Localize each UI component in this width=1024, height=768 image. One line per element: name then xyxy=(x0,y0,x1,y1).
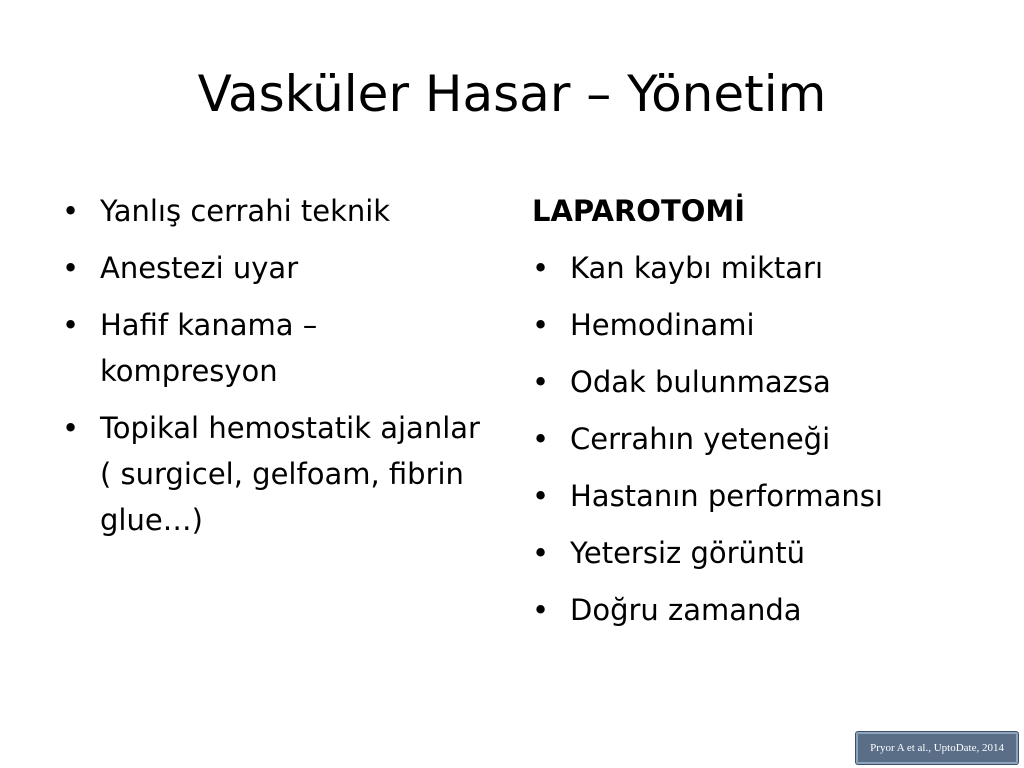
bullet-icon: • xyxy=(62,194,80,228)
citation-box: Pryor A et al., UptoDate, 2014 xyxy=(856,732,1018,764)
column-heading: LAPAROTOMİ xyxy=(532,194,746,228)
bullet-icon: • xyxy=(532,422,550,456)
right-column xyxy=(532,188,972,644)
bullet-icon: • xyxy=(62,251,80,285)
list-item-text: Yetersiz görüntü xyxy=(570,536,806,570)
bullet-icon: • xyxy=(532,251,550,285)
right-bullet-list xyxy=(532,245,972,633)
list-item xyxy=(62,245,482,291)
bullet-icon: • xyxy=(62,411,80,445)
list-item-text: Hastanın performansı xyxy=(570,479,883,513)
list-item xyxy=(532,302,972,348)
bullet-icon: • xyxy=(532,365,550,399)
list-item-text: Cerrahın yeteneği xyxy=(570,422,831,456)
list-item xyxy=(62,188,482,234)
list-item xyxy=(532,359,972,405)
list-item xyxy=(62,405,482,543)
list-item-text: Hemodinami xyxy=(570,308,755,342)
bullet-icon: • xyxy=(62,308,80,342)
list-item xyxy=(532,530,972,576)
list-item-text: Doğru zamanda xyxy=(570,593,802,627)
list-item-text: Kan kaybı miktarı xyxy=(570,251,823,285)
list-item xyxy=(532,473,972,519)
list-item-text: Topikal hemostatik ajanlar ( surgicel, gelfoam, fibrin glue…) xyxy=(100,411,480,537)
list-item-text: Yanlış cerrahi teknik xyxy=(100,194,391,228)
left-bullet-list xyxy=(62,188,482,543)
bullet-icon: • xyxy=(532,536,550,570)
bullet-icon: • xyxy=(532,479,550,513)
list-item-text: Anestezi uyar xyxy=(100,251,299,285)
list-item-text: Odak bulunmazsa xyxy=(570,365,831,399)
bullet-icon: • xyxy=(532,593,550,627)
left-column xyxy=(62,188,482,554)
bullet-icon: • xyxy=(532,308,550,342)
list-item xyxy=(532,587,972,633)
list-item xyxy=(532,416,972,462)
list-item xyxy=(62,302,482,394)
slide-title: Vasküler Hasar – Yönetim xyxy=(197,65,827,123)
list-item xyxy=(532,245,972,291)
list-item-text: Hafif kanama – kompresyon xyxy=(100,308,318,388)
